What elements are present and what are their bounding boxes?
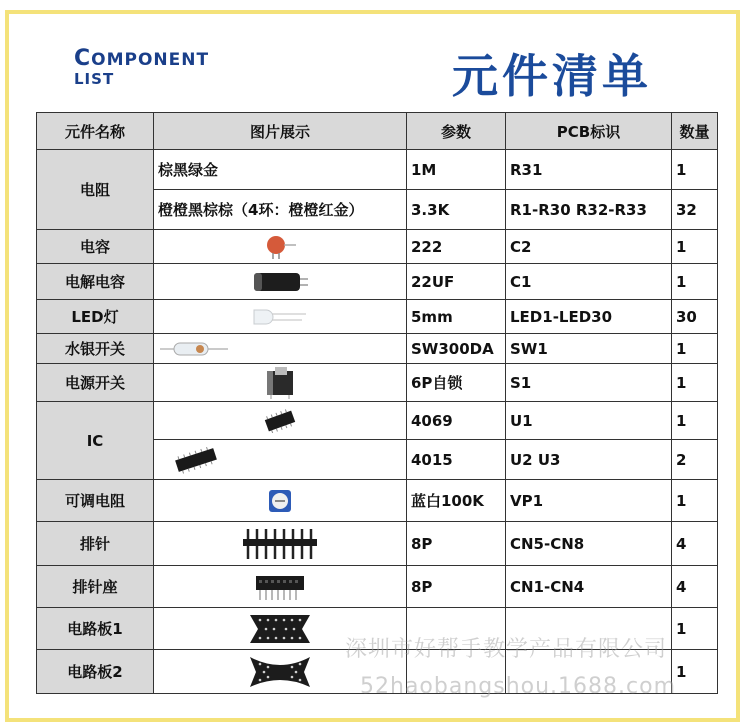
table-row: [37, 230, 718, 264]
param-cell: 蓝白100K: [407, 480, 506, 522]
qty-cell: 1: [672, 402, 718, 440]
picture-text: 棕黑绿金: [154, 150, 407, 190]
param-cell: 6P自锁: [407, 364, 506, 402]
param-cell: 8P: [407, 566, 506, 608]
picture-cell: [154, 334, 407, 364]
table-row: [37, 522, 718, 566]
picture-cell: [154, 608, 407, 650]
pin-socket-icon: [252, 572, 308, 602]
table-row: [37, 608, 718, 650]
component-name: 电容: [37, 230, 154, 264]
ic-chip-icon: [172, 446, 220, 474]
picture-cell: [154, 402, 407, 440]
component-name: 排针座: [37, 566, 154, 608]
pcb-board-icon: [248, 613, 312, 645]
picture-cell: [154, 440, 407, 480]
qty-cell: 1: [672, 230, 718, 264]
pcb-cell: VP1: [506, 480, 672, 522]
pcb-cell: CN5-CN8: [506, 522, 672, 566]
led-icon: [250, 306, 310, 328]
qty-cell: 1: [672, 608, 718, 650]
qty-cell: 1: [672, 480, 718, 522]
table-row: [37, 402, 718, 440]
table-row: [37, 300, 718, 334]
qty-cell: 1: [672, 150, 718, 190]
ceramic-capacitor-icon: [260, 234, 300, 260]
pcb-cell: R1-R30 R32-R33: [506, 190, 672, 230]
column-header: PCB标识: [506, 113, 672, 150]
column-header: 参数: [407, 113, 506, 150]
table-header-row: [37, 113, 718, 150]
picture-cell: [154, 230, 407, 264]
table-row: [37, 650, 718, 694]
pin-header-icon: [240, 527, 320, 561]
param-cell: [407, 650, 506, 694]
column-header: 元件名称: [37, 113, 154, 150]
pcb-cell: CN1-CN4: [506, 566, 672, 608]
param-cell: 3.3K: [407, 190, 506, 230]
qty-cell: 4: [672, 522, 718, 566]
component-name: 电解电容: [37, 264, 154, 300]
param-cell: SW300DA: [407, 334, 506, 364]
component-name: 电阻: [37, 150, 154, 230]
pcb-cell: U1: [506, 402, 672, 440]
page-title: 元件清单: [452, 49, 652, 103]
ic-chip-icon: [260, 409, 300, 433]
component-name: 排针: [37, 522, 154, 566]
qty-cell: 30: [672, 300, 718, 334]
picture-cell: [154, 480, 407, 522]
table-row: [37, 150, 718, 190]
table-row: [37, 334, 718, 364]
table-row: [37, 264, 718, 300]
param-cell: 222: [407, 230, 506, 264]
pcb-cell: C1: [506, 264, 672, 300]
subtitle-rest: OMPONENT: [91, 50, 210, 70]
pcb-cell: S1: [506, 364, 672, 402]
pcb-cell: [506, 608, 672, 650]
pcb-cell: C2: [506, 230, 672, 264]
pcb-board-icon: [248, 655, 312, 689]
component-name: LED灯: [37, 300, 154, 334]
subtitle-initial: C: [74, 46, 92, 71]
picture-cell: [154, 566, 407, 608]
qty-cell: 32: [672, 190, 718, 230]
param-cell: 4069: [407, 402, 506, 440]
param-cell: 1M: [407, 150, 506, 190]
mercury-switch-icon: [160, 340, 230, 358]
column-header: 图片展示: [154, 113, 407, 150]
picture-cell: [154, 650, 407, 694]
component-name: 电路板2: [37, 650, 154, 694]
param-cell: 8P: [407, 522, 506, 566]
component-list-label: [74, 48, 209, 87]
component-name: 电路板1: [37, 608, 154, 650]
qty-cell: 2: [672, 440, 718, 480]
table-row: [37, 480, 718, 522]
component-table: [36, 112, 718, 694]
picture-text: 橙橙黑棕棕（4环：橙橙红金）: [154, 190, 407, 230]
qty-cell: 1: [672, 650, 718, 694]
pcb-cell: R31: [506, 150, 672, 190]
qty-cell: 1: [672, 364, 718, 402]
table-row: [37, 566, 718, 608]
pcb-cell: [506, 650, 672, 694]
watermark-url: 52haobangshou.1688.com: [360, 674, 677, 699]
pcb-cell: LED1-LED30: [506, 300, 672, 334]
watermark-company: 深圳市好帮手教学产品有限公司: [345, 637, 668, 662]
picture-cell: [154, 300, 407, 334]
param-cell: 22UF: [407, 264, 506, 300]
power-switch-icon: [257, 367, 303, 399]
component-name: 水银开关: [37, 334, 154, 364]
pcb-cell: SW1: [506, 334, 672, 364]
trimmer-potentiometer-icon: [265, 486, 295, 516]
picture-cell: [154, 364, 407, 402]
component-name: 可调电阻: [37, 480, 154, 522]
electrolytic-capacitor-icon: [250, 270, 310, 294]
column-header: 数量: [672, 113, 718, 150]
param-cell: [407, 608, 506, 650]
picture-cell: [154, 264, 407, 300]
subtitle-line2: LIST: [74, 70, 115, 88]
qty-cell: 1: [672, 264, 718, 300]
param-cell: 5mm: [407, 300, 506, 334]
qty-cell: 4: [672, 566, 718, 608]
picture-cell: [154, 522, 407, 566]
param-cell: 4015: [407, 440, 506, 480]
qty-cell: 1: [672, 334, 718, 364]
table-row: [37, 364, 718, 402]
component-name: IC: [37, 402, 154, 480]
pcb-cell: U2 U3: [506, 440, 672, 480]
component-name: 电源开关: [37, 364, 154, 402]
